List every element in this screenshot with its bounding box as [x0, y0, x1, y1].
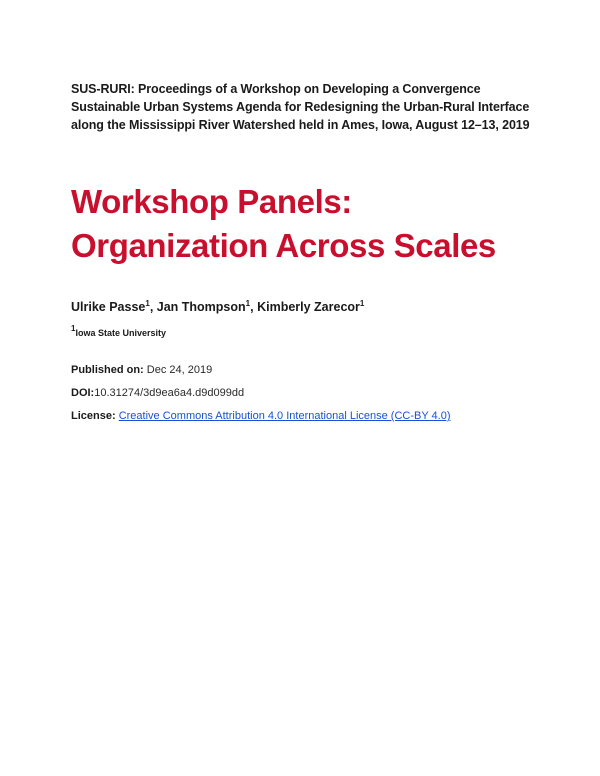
author-name: Jan Thompson: [156, 300, 246, 314]
author-separator: ,: [250, 300, 258, 314]
affiliation: [71, 326, 166, 340]
author-list: [71, 298, 364, 316]
published-date-row: [71, 362, 212, 378]
published-value: Dec 24, 2019: [146, 364, 213, 376]
license-label: License:: [71, 410, 116, 422]
affiliation-name: Iowa State University: [75, 328, 166, 338]
author-name: Ulrike Passe: [71, 300, 146, 314]
author-separator: ,: [149, 300, 157, 314]
page-title: [71, 180, 551, 268]
published-label: Published on:: [71, 364, 144, 376]
doi-value: 10.31274/3d9ea6a4.d9d099dd: [94, 387, 245, 399]
doi-row: [71, 385, 244, 401]
license-link[interactable]: Creative Commons Attribution 4.0 International License (CC-BY 4.0): [118, 410, 451, 422]
author-affiliation-marker: 1: [145, 299, 150, 308]
license-row: [71, 408, 451, 424]
author-affiliation-marker: 1: [245, 299, 251, 308]
affiliation-marker: 1: [71, 324, 76, 333]
title-line-2: Organization Across Scales: [71, 227, 496, 264]
author-affiliation-marker: 1: [359, 299, 365, 308]
proceedings-heading: SUS-RURI: Proceedings of a Workshop on Developing a Convergence Sustainable Urban Systems Agenda for Redesigning the Urban-Rural Interface along the Mississippi River Watershed held in Ames, Iowa, August 12–13, 2019: [71, 82, 530, 132]
title-line-1: Workshop Panels:: [71, 183, 352, 220]
author-name: Kimberly Zarecor: [257, 300, 360, 314]
doi-label: DOI:: [71, 387, 95, 399]
